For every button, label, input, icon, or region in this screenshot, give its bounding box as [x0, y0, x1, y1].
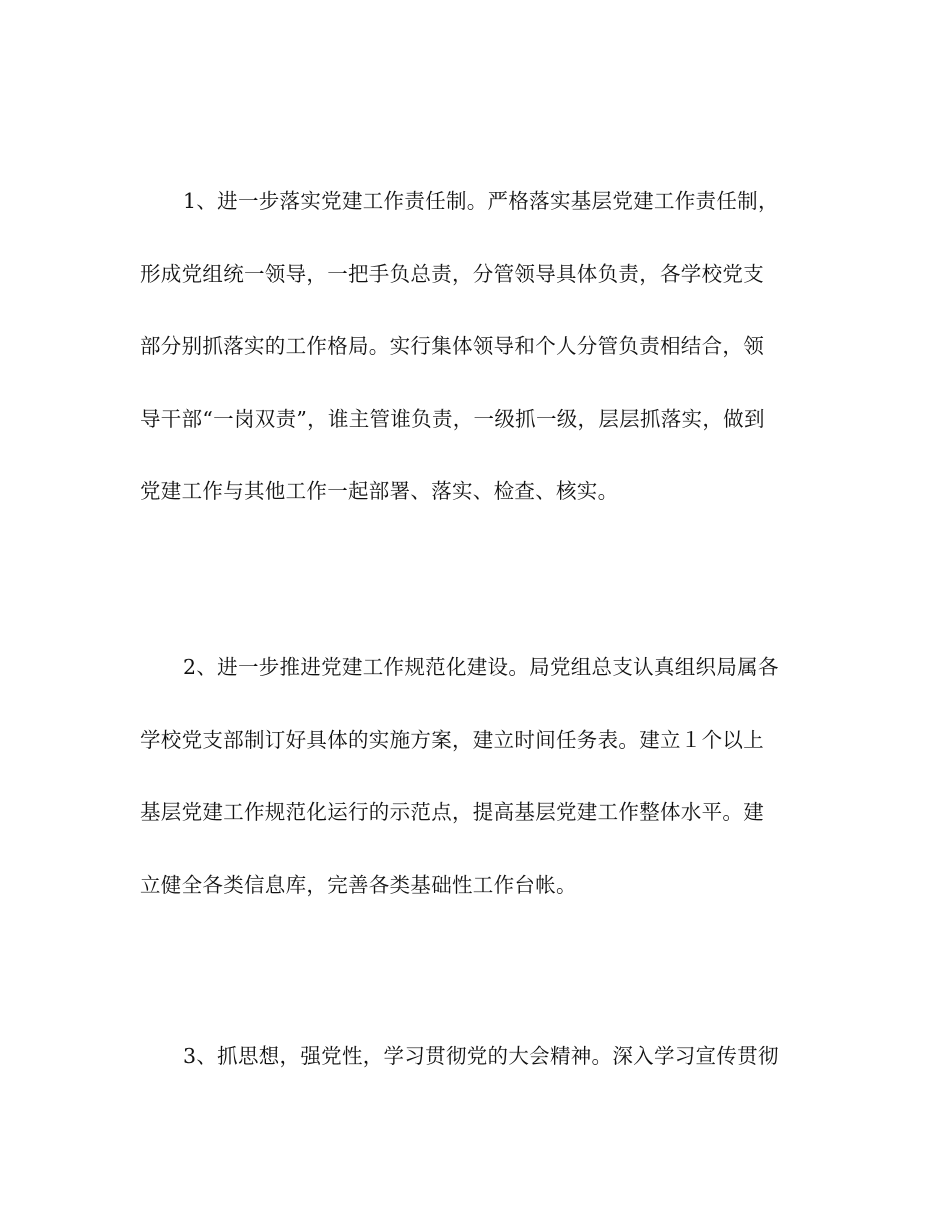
- paragraph-line: 2、进一步推进党建工作规范化建设。局党组总支认真组织局属各: [183, 655, 779, 679]
- paragraph-3: [140, 1020, 820, 1093]
- paragraph-line: 基层党建工作规范化运行的示范点，提高基层党建工作整体水平。建: [140, 800, 764, 824]
- paragraph-line: 3、抓思想，强党性，学习贯彻党的大会精神。深入学习宣传贯彻: [183, 1044, 779, 1068]
- paragraph-1: [140, 165, 820, 528]
- paragraph-line: 1、进一步落实党建工作责任制。严格落实基层党建工作责任制，: [183, 189, 779, 213]
- paragraph-line: 形成党组统一领导，一把手负总责，分管领导具体负责，各学校党支: [140, 261, 764, 286]
- paragraph-line: 部分别抓落实的工作格局。实行集体领导和个人分管负责相结合，领: [140, 334, 764, 358]
- paragraph-line: 立健全各类信息库，完善各类基础性工作台帐。: [140, 872, 577, 897]
- paragraph-line: 导干部“一岗双责”，谁主管谁负责，一级抓一级，层层抓落实，做到: [140, 406, 765, 431]
- paragraph-line: 党建工作与其他工作一起部署、落实、检查、核实。: [140, 479, 619, 503]
- paragraph-2: [140, 631, 820, 921]
- paragraph-line: 学校党支部制订好具体的实施方案，建立时间任务表。建立１个以上: [140, 727, 764, 752]
